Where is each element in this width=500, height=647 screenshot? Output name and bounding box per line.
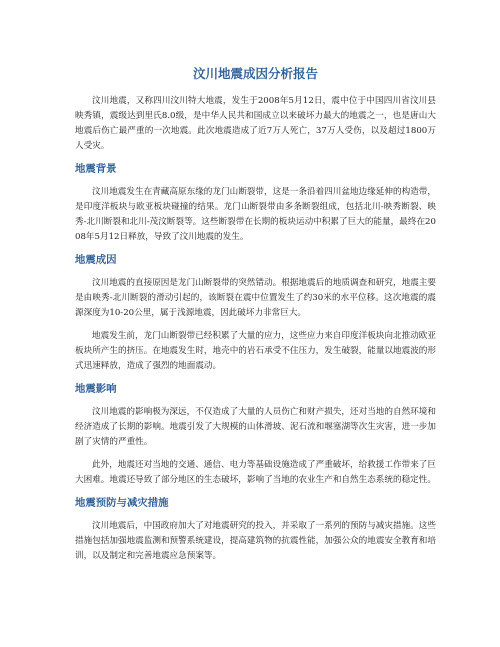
section-heading-impact: 地震影响 — [75, 383, 117, 395]
cause-paragraph-2: 地震发生前，龙门山断裂带已经积累了大量的应力，这些应力来自印度洋板块向北推动欧亚板块所产生的挤压。在地震发生时，地壳中的岩石承受不住压力，发生破裂，能量以地震波的形式迅速释放，造成了强烈的地面震动。 — [75, 331, 436, 371]
impact-paragraph-1: 汶川地震的影响极为深远，不仅造成了大量的人员伤亡和财产损失，还对当地的自然环境和经济造成了长期的影响。地震引发了大规模的山体滑坡、泥石流和堰塞湖等次生灾害，进一步加剧了灾情的严重性。 — [75, 407, 436, 447]
document-title: 汶川地震成因分析报告 — [192, 66, 318, 81]
prevention-paragraph: 汶川地震后，中国政府加大了对地震研究的投入，并采取了一系列的预防与减灾措施。这些措施包括加强地震监测和预警系统建设，提高建筑物的抗震性能，加强公众的地震安全教育和培训，以及制定和完善地震应急预案等。 — [75, 521, 436, 561]
impact-paragraph-2: 此外，地震还对当地的交通、通信、电力等基础设施造成了严重破坏，给救援工作带来了巨大困难。地震还导致了部分地区的生态破坏，影响了当地的农业生产和自然生态系统的稳定性。 — [75, 460, 436, 485]
intro-paragraph: 汶川地震，又称四川汶川特大地震，发生于2008年5月12日，震中位于中国四川省汶川县映秀镇，震级达到里氏8.0级，是中华人民共和国成立以来破坏力最大的地震之一，也是唐山大地震后伤亡最严重的一次地震。此次地震造成了近7万人死亡，37万人受伤，以及超过1800万人受灾。 — [75, 96, 436, 151]
section-heading-cause: 地震成因 — [75, 254, 117, 266]
cause-paragraph-1: 汶川地震的直接原因是龙门山断裂带的突然错动。根据地震后的地质调查和研究，地震主要是由映秀-北川断裂的滑动引起的，该断裂在震中位置发生了约30米的水平位移。这次地震的震源深度为10-20公里，属于浅源地震，因此破坏力非常巨大。 — [75, 278, 436, 318]
section-heading-background: 地震背景 — [75, 163, 117, 175]
section-heading-prevention: 地震预防与减灾措施 — [75, 497, 169, 509]
background-paragraph: 汶川地震发生在青藏高原东缘的龙门山断裂带，这是一条沿着四川盆地边缘延伸的构造带，是印度洋板块与欧亚板块碰撞的结果。龙门山断裂带由多条断裂组成，包括北川-映秀断裂、映秀-北川断裂和北川-茂汶断裂等。这些断裂带在长期的板块运动中积累了巨大的能量，最终在2008年5月12日释放，导致了汶川地震的发生。 — [75, 187, 436, 242]
